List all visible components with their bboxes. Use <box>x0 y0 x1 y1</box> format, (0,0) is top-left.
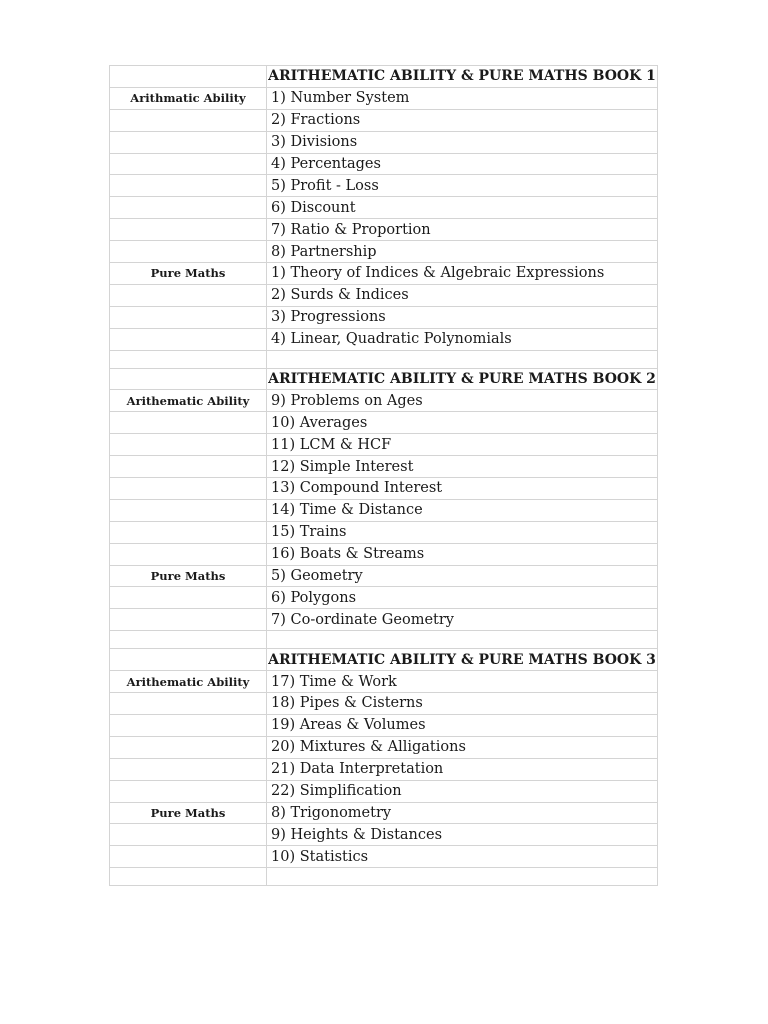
empty-label-cell <box>110 758 267 780</box>
empty-label-cell <box>110 175 267 197</box>
empty-item-cell <box>267 350 658 368</box>
topic-item: 3) Progressions <box>267 306 658 328</box>
empty-label-cell <box>110 714 267 736</box>
section-label: Pure Maths <box>110 263 267 285</box>
topic-item: 14) Time & Distance <box>267 499 658 521</box>
empty-label-cell <box>110 109 267 131</box>
topic-row <box>110 758 658 780</box>
topic-row <box>110 175 658 197</box>
empty-item-cell <box>267 868 658 886</box>
empty-label-cell <box>110 693 267 715</box>
topic-item: 4) Percentages <box>267 153 658 175</box>
topic-item: 10) Statistics <box>267 846 658 868</box>
topic-row <box>110 543 658 565</box>
spacer-row <box>110 350 658 368</box>
topic-item: 2) Fractions <box>267 109 658 131</box>
book-header-row <box>110 368 658 390</box>
topic-item: 22) Simplification <box>267 780 658 802</box>
topic-item: 1) Theory of Indices & Algebraic Expressions <box>267 263 658 285</box>
topic-row <box>110 412 658 434</box>
empty-label-cell <box>110 434 267 456</box>
topic-item: 6) Discount <box>267 197 658 219</box>
topic-item: 2) Surds & Indices <box>267 284 658 306</box>
topic-item: 17) Time & Work <box>267 671 658 693</box>
empty-label-cell <box>110 521 267 543</box>
topic-item: 11) LCM & HCF <box>267 434 658 456</box>
topic-row <box>110 846 658 868</box>
empty-label-cell <box>110 241 267 263</box>
topic-row <box>110 824 658 846</box>
topic-item: 8) Partnership <box>267 241 658 263</box>
empty-label-cell <box>110 153 267 175</box>
topic-row <box>110 153 658 175</box>
topic-row <box>110 609 658 631</box>
topic-item: 10) Averages <box>267 412 658 434</box>
topic-row <box>110 671 658 693</box>
empty-label-cell <box>110 649 267 671</box>
topic-item: 12) Simple Interest <box>267 456 658 478</box>
topic-row <box>110 328 658 350</box>
topic-row <box>110 714 658 736</box>
empty-label-cell <box>110 824 267 846</box>
topic-row <box>110 521 658 543</box>
section-label: Pure Maths <box>110 565 267 587</box>
topic-row <box>110 284 658 306</box>
empty-label-cell <box>110 131 267 153</box>
topic-item: 5) Geometry <box>267 565 658 587</box>
topic-row <box>110 219 658 241</box>
empty-label-cell <box>110 368 267 390</box>
empty-label-cell <box>110 868 267 886</box>
syllabus-table-body <box>110 66 658 886</box>
empty-label-cell <box>110 456 267 478</box>
empty-label-cell <box>110 499 267 521</box>
topic-item: 7) Ratio & Proportion <box>267 219 658 241</box>
topic-row <box>110 241 658 263</box>
topic-row <box>110 306 658 328</box>
empty-label-cell <box>110 350 267 368</box>
topic-row <box>110 87 658 109</box>
topic-item: 19) Areas & Volumes <box>267 714 658 736</box>
topic-item: 13) Compound Interest <box>267 478 658 500</box>
book-header-row <box>110 66 658 88</box>
empty-label-cell <box>110 284 267 306</box>
empty-label-cell <box>110 736 267 758</box>
topic-row <box>110 499 658 521</box>
topic-row <box>110 565 658 587</box>
topic-row <box>110 780 658 802</box>
topic-row <box>110 802 658 824</box>
book-title: ARITHEMATIC ABILITY & PURE MATHS BOOK 1 <box>267 66 658 88</box>
topic-item: 16) Boats & Streams <box>267 543 658 565</box>
topic-row <box>110 263 658 285</box>
empty-label-cell <box>110 412 267 434</box>
topic-item: 21) Data Interpretation <box>267 758 658 780</box>
empty-label-cell <box>110 478 267 500</box>
topic-row <box>110 131 658 153</box>
empty-label-cell <box>110 587 267 609</box>
book-title: ARITHEMATIC ABILITY & PURE MATHS BOOK 3 <box>267 649 658 671</box>
topic-row <box>110 693 658 715</box>
empty-label-cell <box>110 780 267 802</box>
topic-item: 7) Co-ordinate Geometry <box>267 609 658 631</box>
topic-row <box>110 390 658 412</box>
topic-row <box>110 434 658 456</box>
topic-item: 4) Linear, Quadratic Polynomials <box>267 328 658 350</box>
section-label: Arithematic Ability <box>110 671 267 693</box>
empty-label-cell <box>110 306 267 328</box>
empty-label-cell <box>110 609 267 631</box>
topic-item: 15) Trains <box>267 521 658 543</box>
section-label: Arithmatic Ability <box>110 87 267 109</box>
empty-item-cell <box>267 631 658 649</box>
topic-item: 18) Pipes & Cisterns <box>267 693 658 715</box>
topic-item: 9) Problems on Ages <box>267 390 658 412</box>
section-label: Pure Maths <box>110 802 267 824</box>
empty-label-cell <box>110 66 267 88</box>
empty-label-cell <box>110 197 267 219</box>
topic-row <box>110 197 658 219</box>
topic-row <box>110 109 658 131</box>
topic-item: 1) Number System <box>267 87 658 109</box>
topic-item: 6) Polygons <box>267 587 658 609</box>
empty-label-cell <box>110 846 267 868</box>
empty-label-cell <box>110 631 267 649</box>
topic-item: 20) Mixtures & Alligations <box>267 736 658 758</box>
book-header-row <box>110 649 658 671</box>
section-label: Arithematic Ability <box>110 390 267 412</box>
spacer-row <box>110 868 658 886</box>
topic-row <box>110 456 658 478</box>
topic-row <box>110 587 658 609</box>
spacer-row <box>110 631 658 649</box>
topic-item: 5) Profit - Loss <box>267 175 658 197</box>
empty-label-cell <box>110 543 267 565</box>
book-title: ARITHEMATIC ABILITY & PURE MATHS BOOK 2 <box>267 368 658 390</box>
topic-item: 9) Heights & Distances <box>267 824 658 846</box>
empty-label-cell <box>110 328 267 350</box>
topic-row <box>110 736 658 758</box>
topic-item: 3) Divisions <box>267 131 658 153</box>
empty-label-cell <box>110 219 267 241</box>
topic-row <box>110 478 658 500</box>
syllabus-table <box>109 65 658 886</box>
topic-item: 8) Trigonometry <box>267 802 658 824</box>
